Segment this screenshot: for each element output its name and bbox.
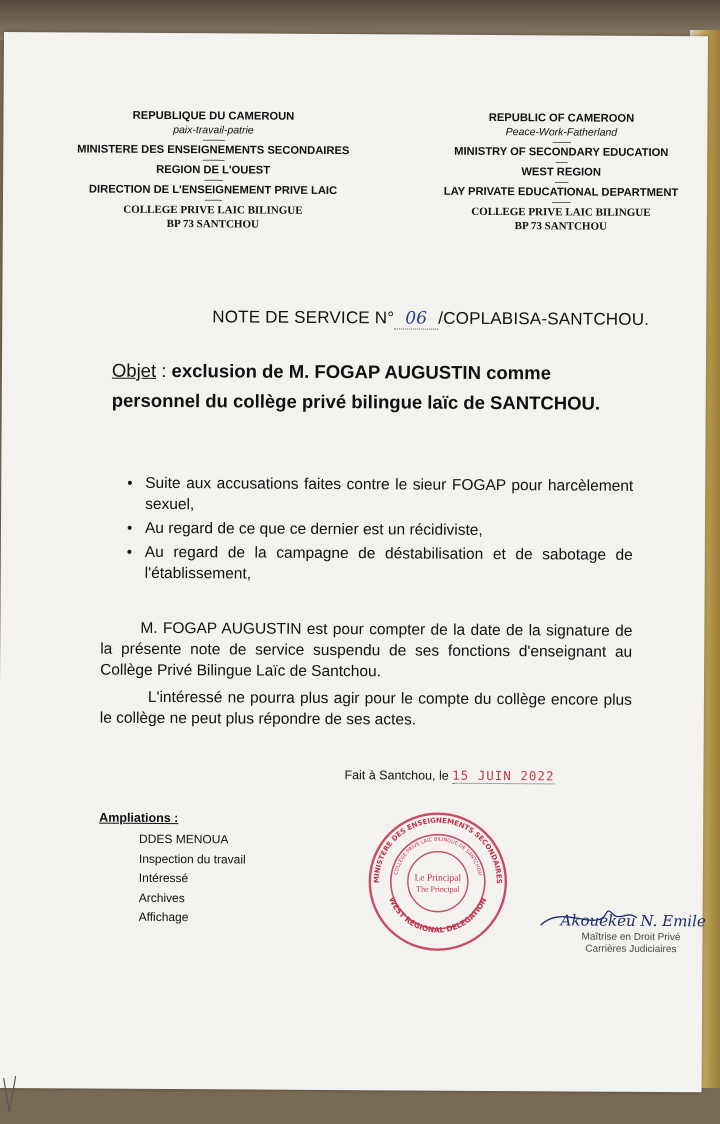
header-right-country: REPUBLIC OF CAMEROON bbox=[488, 111, 635, 125]
header-left-motto: paix-travail-patrie bbox=[173, 124, 254, 137]
subject-colon: : bbox=[156, 359, 172, 382]
header-left-separator: ---------- bbox=[204, 195, 222, 205]
header-left-region: REGION DE L'OUEST bbox=[156, 163, 271, 177]
place-date bbox=[344, 767, 554, 783]
note-prefix: NOTE DE SERVICE N° bbox=[212, 307, 395, 328]
subject-label: Objet bbox=[111, 359, 157, 381]
stamp-inner-ring: COLLEGE PRIVE LAIC BILINGUE DE SANTCHOU bbox=[393, 836, 483, 876]
header-left-separator: ------------- bbox=[202, 135, 225, 145]
note-suffix: /COPLABISA-SANTCHOU. bbox=[438, 308, 650, 329]
list-item: Affichage bbox=[138, 909, 189, 925]
subject-text: exclusion de M. FOGAP AUGUSTIN comme personnel du collège privé bilingue laïc de SANTCHOU. bbox=[111, 360, 601, 414]
header-right-separator: ----------- bbox=[551, 197, 571, 207]
signature-name: Akouekeu N. Emile bbox=[560, 911, 706, 931]
signatory-title-line1: Maîtrise en Droit Privé bbox=[581, 931, 681, 944]
ampliations-title: Ampliations : bbox=[99, 810, 179, 826]
header-left-country: REPUBLIQUE DU CAMEROUN bbox=[132, 109, 295, 123]
header-right-separator: ------- bbox=[555, 157, 568, 167]
header-left-college: COLLEGE PRIVE LAIC BILINGUE bbox=[123, 203, 303, 217]
list-item: • Au regard de la campagne de déstabilisation et de sabotage de l'établissement, bbox=[121, 542, 633, 587]
header-right-region: WEST REGION bbox=[521, 166, 601, 179]
official-stamp bbox=[366, 810, 509, 953]
date-stamp: 15 JUIN 2022 bbox=[452, 767, 555, 784]
list-item: Archives bbox=[138, 890, 185, 905]
paper-edge-mark bbox=[0, 1072, 20, 1120]
note-number: 06 bbox=[394, 308, 438, 329]
header-right-ministry: MINISTRY OF SECONDARY EDUCATION bbox=[454, 145, 669, 160]
ampliations-list bbox=[139, 830, 246, 928]
list-item: • Suite aux accusations faites contre le sieur FOGAP pour harcèlement sexuel, bbox=[121, 473, 633, 518]
signatory-title bbox=[568, 931, 693, 956]
stamp-center-line1: Le Principal bbox=[414, 873, 462, 884]
header-right-bp: BP 73 SANTCHOU bbox=[514, 220, 607, 233]
header-left-ministry: MINISTERE DES ENSEIGNEMENTS SECONDAIRES bbox=[77, 143, 350, 158]
paragraph-consequence: L'intéressé ne pourra plus agir pour le compte du collège encore plus le collège ne peut plus répondre de ses actes. bbox=[99, 688, 632, 729]
header-right-department: LAY PRIVATE EDUCATIONAL DEPARTMENT bbox=[443, 185, 679, 200]
list-item: • Au regard de ce que ce dernier est un récidiviste, bbox=[121, 518, 633, 542]
header-right-separator: -------- bbox=[554, 177, 568, 187]
reasons-list bbox=[121, 473, 634, 590]
stamp-center-line2: The Principal bbox=[416, 884, 460, 894]
header-left-separator: ----------- bbox=[203, 175, 223, 185]
subject bbox=[112, 356, 632, 419]
header-left-direction: DIRECTION DE L'ENSEIGNEMENT PRIVE LAIC bbox=[88, 183, 338, 198]
stamp-ring-text: MINISTERE DES ENSEIGNEMENTS SECONDAIRES bbox=[372, 816, 503, 884]
list-item: Inspection du travail bbox=[138, 851, 246, 866]
note-title bbox=[212, 307, 649, 331]
signatory-title-line2: Carrières Judiciaires bbox=[585, 943, 677, 956]
header-left bbox=[63, 108, 364, 232]
stamp-ring-bottom: WEST REGIONAL DELEGATION bbox=[387, 895, 489, 935]
list-item: DDES MENOUA bbox=[139, 831, 229, 847]
header-right-motto: Peace-Work-Fatherland bbox=[505, 126, 618, 139]
document-page bbox=[0, 32, 708, 1092]
place-text: Fait à Santchou, le bbox=[344, 768, 449, 783]
paragraph-decision: M. FOGAP AUGUSTIN est pour compter de la date de la signature de la présente note de service suspendu de ses fonctions d'enseignant au Collège Privé Bilingue Laïc de Santchou. bbox=[100, 619, 633, 681]
header-left-bp: BP 73 SANTCHOU bbox=[166, 217, 260, 231]
header-right-separator: ----------- bbox=[552, 137, 571, 147]
header-right bbox=[411, 110, 712, 234]
list-item: Intéressé bbox=[138, 870, 189, 886]
header-left-separator: ------------- bbox=[202, 155, 225, 165]
header-right-college: COLLEGE PRIVE LAIC BILINGUE bbox=[471, 205, 651, 219]
